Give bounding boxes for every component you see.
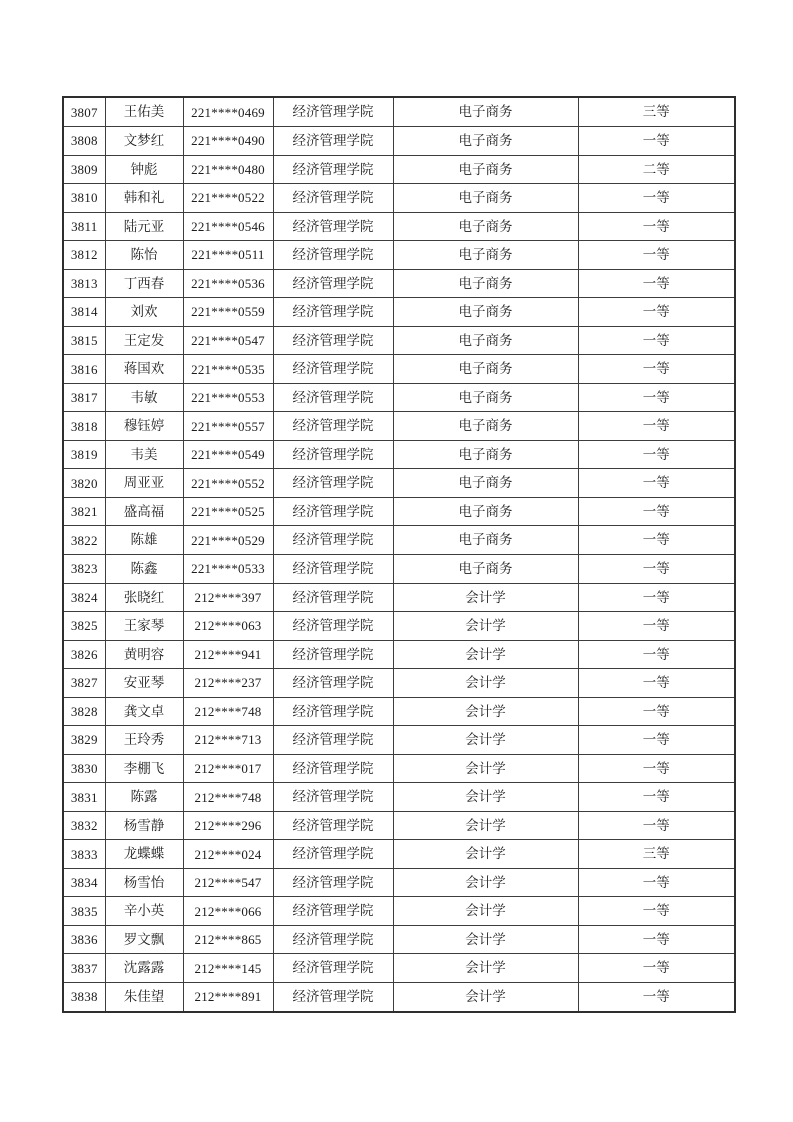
table-row: [63, 412, 735, 441]
cell-student-name: 李棚飞: [105, 754, 183, 783]
table-row: [63, 726, 735, 755]
cell-student-name: 陈雄: [105, 526, 183, 555]
cell-student-name: 黄明容: [105, 640, 183, 669]
cell-serial-number: 3808: [63, 127, 105, 156]
cell-college: 经济管理学院: [273, 925, 393, 954]
cell-student-id: 212****865: [183, 925, 273, 954]
cell-college: 经济管理学院: [273, 783, 393, 812]
cell-college: 经济管理学院: [273, 184, 393, 213]
cell-student-id: 221****0557: [183, 412, 273, 441]
cell-serial-number: 3824: [63, 583, 105, 612]
cell-college: 经济管理学院: [273, 127, 393, 156]
cell-student-id: 212****748: [183, 783, 273, 812]
cell-award-level: 一等: [578, 583, 735, 612]
cell-major: 电子商务: [393, 298, 578, 327]
cell-student-name: 文梦红: [105, 127, 183, 156]
table-row: [63, 982, 735, 1012]
cell-award-level: 三等: [578, 97, 735, 127]
cell-serial-number: 3814: [63, 298, 105, 327]
cell-major: 会计学: [393, 640, 578, 669]
cell-college: 经济管理学院: [273, 440, 393, 469]
cell-award-level: 一等: [578, 612, 735, 641]
cell-student-name: 朱佳望: [105, 982, 183, 1012]
cell-student-id: 221****0525: [183, 497, 273, 526]
cell-college: 经济管理学院: [273, 897, 393, 926]
cell-student-name: 杨雪怡: [105, 868, 183, 897]
cell-student-id: 221****0522: [183, 184, 273, 213]
cell-award-level: 一等: [578, 241, 735, 270]
cell-student-name: 龚文卓: [105, 697, 183, 726]
cell-serial-number: 3821: [63, 497, 105, 526]
cell-student-id: 212****063: [183, 612, 273, 641]
cell-student-id: 221****0469: [183, 97, 273, 127]
cell-student-name: 王定发: [105, 326, 183, 355]
cell-college: 经济管理学院: [273, 554, 393, 583]
cell-student-id: 221****0553: [183, 383, 273, 412]
cell-serial-number: 3838: [63, 982, 105, 1012]
cell-student-id: 221****0490: [183, 127, 273, 156]
cell-student-name: 龙蝶蝶: [105, 840, 183, 869]
cell-college: 经济管理学院: [273, 954, 393, 983]
table-row: [63, 897, 735, 926]
table-row: [63, 526, 735, 555]
cell-major: 电子商务: [393, 269, 578, 298]
table-row: [63, 184, 735, 213]
cell-award-level: 一等: [578, 212, 735, 241]
cell-student-name: 沈露露: [105, 954, 183, 983]
cell-serial-number: 3823: [63, 554, 105, 583]
table-row: [63, 554, 735, 583]
cell-serial-number: 3822: [63, 526, 105, 555]
cell-serial-number: 3819: [63, 440, 105, 469]
cell-major: 电子商务: [393, 212, 578, 241]
cell-college: 经济管理学院: [273, 97, 393, 127]
cell-serial-number: 3830: [63, 754, 105, 783]
cell-major: 会计学: [393, 840, 578, 869]
table-row: [63, 155, 735, 184]
cell-major: 电子商务: [393, 469, 578, 498]
cell-serial-number: 3810: [63, 184, 105, 213]
table-row: [63, 868, 735, 897]
cell-serial-number: 3832: [63, 811, 105, 840]
cell-serial-number: 3811: [63, 212, 105, 241]
cell-major: 会计学: [393, 697, 578, 726]
cell-serial-number: 3829: [63, 726, 105, 755]
cell-college: 经济管理学院: [273, 212, 393, 241]
cell-college: 经济管理学院: [273, 612, 393, 641]
cell-serial-number: 3818: [63, 412, 105, 441]
cell-serial-number: 3807: [63, 97, 105, 127]
cell-student-id: 221****0546: [183, 212, 273, 241]
cell-student-name: 穆钰婷: [105, 412, 183, 441]
cell-student-name: 蒋国欢: [105, 355, 183, 384]
cell-award-level: 一等: [578, 526, 735, 555]
cell-student-id: 212****547: [183, 868, 273, 897]
cell-serial-number: 3826: [63, 640, 105, 669]
cell-college: 经济管理学院: [273, 298, 393, 327]
cell-student-name: 钟彪: [105, 155, 183, 184]
cell-student-id: 212****066: [183, 897, 273, 926]
cell-award-level: 一等: [578, 326, 735, 355]
cell-college: 经济管理学院: [273, 383, 393, 412]
cell-major: 电子商务: [393, 155, 578, 184]
cell-award-level: 一等: [578, 554, 735, 583]
cell-serial-number: 3833: [63, 840, 105, 869]
cell-student-id: 221****0533: [183, 554, 273, 583]
cell-student-id: 212****713: [183, 726, 273, 755]
cell-major: 会计学: [393, 783, 578, 812]
cell-serial-number: 3835: [63, 897, 105, 926]
cell-major: 会计学: [393, 583, 578, 612]
cell-award-level: 一等: [578, 298, 735, 327]
cell-major: 电子商务: [393, 97, 578, 127]
cell-student-id: 221****0529: [183, 526, 273, 555]
cell-student-id: 212****145: [183, 954, 273, 983]
cell-serial-number: 3820: [63, 469, 105, 498]
cell-student-name: 陈露: [105, 783, 183, 812]
cell-student-name: 安亚琴: [105, 669, 183, 698]
cell-college: 经济管理学院: [273, 669, 393, 698]
cell-award-level: 一等: [578, 811, 735, 840]
cell-award-level: 一等: [578, 868, 735, 897]
cell-student-name: 刘欢: [105, 298, 183, 327]
cell-student-name: 陆元亚: [105, 212, 183, 241]
cell-major: 会计学: [393, 897, 578, 926]
cell-award-level: 一等: [578, 897, 735, 926]
cell-student-name: 韦敏: [105, 383, 183, 412]
cell-student-name: 罗文飘: [105, 925, 183, 954]
cell-serial-number: 3813: [63, 269, 105, 298]
cell-major: 会计学: [393, 954, 578, 983]
cell-serial-number: 3817: [63, 383, 105, 412]
table-row: [63, 269, 735, 298]
cell-college: 经济管理学院: [273, 469, 393, 498]
cell-award-level: 一等: [578, 497, 735, 526]
cell-major: 电子商务: [393, 184, 578, 213]
cell-student-id: 221****0480: [183, 155, 273, 184]
cell-major: 电子商务: [393, 355, 578, 384]
cell-college: 经济管理学院: [273, 583, 393, 612]
cell-college: 经济管理学院: [273, 526, 393, 555]
cell-student-name: 陈怡: [105, 241, 183, 270]
cell-college: 经济管理学院: [273, 640, 393, 669]
cell-award-level: 一等: [578, 697, 735, 726]
cell-college: 经济管理学院: [273, 269, 393, 298]
table-row: [63, 925, 735, 954]
table-row: [63, 97, 735, 127]
cell-award-level: 一等: [578, 184, 735, 213]
cell-student-id: 221****0535: [183, 355, 273, 384]
cell-student-name: 辛小英: [105, 897, 183, 926]
cell-major: 电子商务: [393, 440, 578, 469]
cell-college: 经济管理学院: [273, 697, 393, 726]
table-row: [63, 640, 735, 669]
cell-award-level: 一等: [578, 640, 735, 669]
table-row: [63, 840, 735, 869]
cell-college: 经济管理学院: [273, 811, 393, 840]
cell-award-level: 一等: [578, 925, 735, 954]
cell-award-level: 一等: [578, 127, 735, 156]
cell-college: 经济管理学院: [273, 355, 393, 384]
table-row: [63, 440, 735, 469]
cell-major: 会计学: [393, 726, 578, 755]
cell-major: 会计学: [393, 868, 578, 897]
table-row: [63, 355, 735, 384]
cell-college: 经济管理学院: [273, 726, 393, 755]
cell-serial-number: 3831: [63, 783, 105, 812]
cell-student-id: 212****024: [183, 840, 273, 869]
cell-serial-number: 3836: [63, 925, 105, 954]
cell-serial-number: 3828: [63, 697, 105, 726]
cell-student-name: 韦美: [105, 440, 183, 469]
cell-serial-number: 3816: [63, 355, 105, 384]
cell-major: 电子商务: [393, 383, 578, 412]
table-row: [63, 669, 735, 698]
cell-award-level: 一等: [578, 726, 735, 755]
table-row: [63, 754, 735, 783]
cell-student-name: 陈鑫: [105, 554, 183, 583]
award-table: [62, 96, 736, 1013]
cell-student-id: 221****0549: [183, 440, 273, 469]
cell-award-level: 一等: [578, 783, 735, 812]
cell-college: 经济管理学院: [273, 241, 393, 270]
cell-award-level: 一等: [578, 383, 735, 412]
cell-major: 电子商务: [393, 526, 578, 555]
cell-college: 经济管理学院: [273, 412, 393, 441]
cell-award-level: 二等: [578, 155, 735, 184]
table-row: [63, 811, 735, 840]
cell-student-id: 221****0559: [183, 298, 273, 327]
cell-award-level: 一等: [578, 754, 735, 783]
cell-major: 会计学: [393, 811, 578, 840]
cell-major: 电子商务: [393, 241, 578, 270]
cell-award-level: 一等: [578, 355, 735, 384]
cell-college: 经济管理学院: [273, 155, 393, 184]
cell-award-level: 一等: [578, 440, 735, 469]
cell-student-id: 221****0536: [183, 269, 273, 298]
cell-student-id: 221****0547: [183, 326, 273, 355]
cell-student-name: 盛高福: [105, 497, 183, 526]
table-row: [63, 697, 735, 726]
table-row: [63, 469, 735, 498]
cell-major: 电子商务: [393, 127, 578, 156]
cell-student-id: 221****0552: [183, 469, 273, 498]
cell-award-level: 一等: [578, 669, 735, 698]
cell-serial-number: 3834: [63, 868, 105, 897]
award-table-body: [63, 97, 735, 1012]
cell-college: 经济管理学院: [273, 497, 393, 526]
cell-college: 经济管理学院: [273, 840, 393, 869]
cell-major: 电子商务: [393, 554, 578, 583]
cell-student-id: 212****891: [183, 982, 273, 1012]
cell-student-id: 212****237: [183, 669, 273, 698]
table-row: [63, 612, 735, 641]
cell-major: 会计学: [393, 982, 578, 1012]
cell-major: 电子商务: [393, 326, 578, 355]
cell-student-name: 张晓红: [105, 583, 183, 612]
cell-award-level: 一等: [578, 412, 735, 441]
table-row: [63, 326, 735, 355]
table-row: [63, 954, 735, 983]
cell-student-name: 王家琴: [105, 612, 183, 641]
cell-student-id: 221****0511: [183, 241, 273, 270]
cell-student-id: 212****397: [183, 583, 273, 612]
cell-award-level: 一等: [578, 954, 735, 983]
table-row: [63, 127, 735, 156]
cell-major: 电子商务: [393, 412, 578, 441]
cell-serial-number: 3825: [63, 612, 105, 641]
cell-college: 经济管理学院: [273, 754, 393, 783]
cell-serial-number: 3837: [63, 954, 105, 983]
table-row: [63, 497, 735, 526]
cell-serial-number: 3812: [63, 241, 105, 270]
cell-student-name: 韩和礼: [105, 184, 183, 213]
cell-college: 经济管理学院: [273, 326, 393, 355]
table-row: [63, 383, 735, 412]
cell-college: 经济管理学院: [273, 982, 393, 1012]
cell-major: 会计学: [393, 612, 578, 641]
cell-student-id: 212****748: [183, 697, 273, 726]
cell-serial-number: 3815: [63, 326, 105, 355]
cell-student-name: 周亚亚: [105, 469, 183, 498]
cell-major: 会计学: [393, 669, 578, 698]
cell-award-level: 三等: [578, 840, 735, 869]
table-row: [63, 241, 735, 270]
cell-major: 会计学: [393, 754, 578, 783]
cell-major: 会计学: [393, 925, 578, 954]
table-row: [63, 212, 735, 241]
cell-award-level: 一等: [578, 982, 735, 1012]
cell-student-name: 丁西春: [105, 269, 183, 298]
cell-student-name: 王玲秀: [105, 726, 183, 755]
cell-major: 电子商务: [393, 497, 578, 526]
cell-college: 经济管理学院: [273, 868, 393, 897]
cell-student-name: 杨雪静: [105, 811, 183, 840]
table-row: [63, 583, 735, 612]
cell-student-id: 212****017: [183, 754, 273, 783]
cell-student-name: 王佑美: [105, 97, 183, 127]
cell-award-level: 一等: [578, 269, 735, 298]
cell-award-level: 一等: [578, 469, 735, 498]
cell-student-id: 212****296: [183, 811, 273, 840]
cell-serial-number: 3827: [63, 669, 105, 698]
cell-student-id: 212****941: [183, 640, 273, 669]
cell-serial-number: 3809: [63, 155, 105, 184]
table-row: [63, 298, 735, 327]
table-row: [63, 783, 735, 812]
